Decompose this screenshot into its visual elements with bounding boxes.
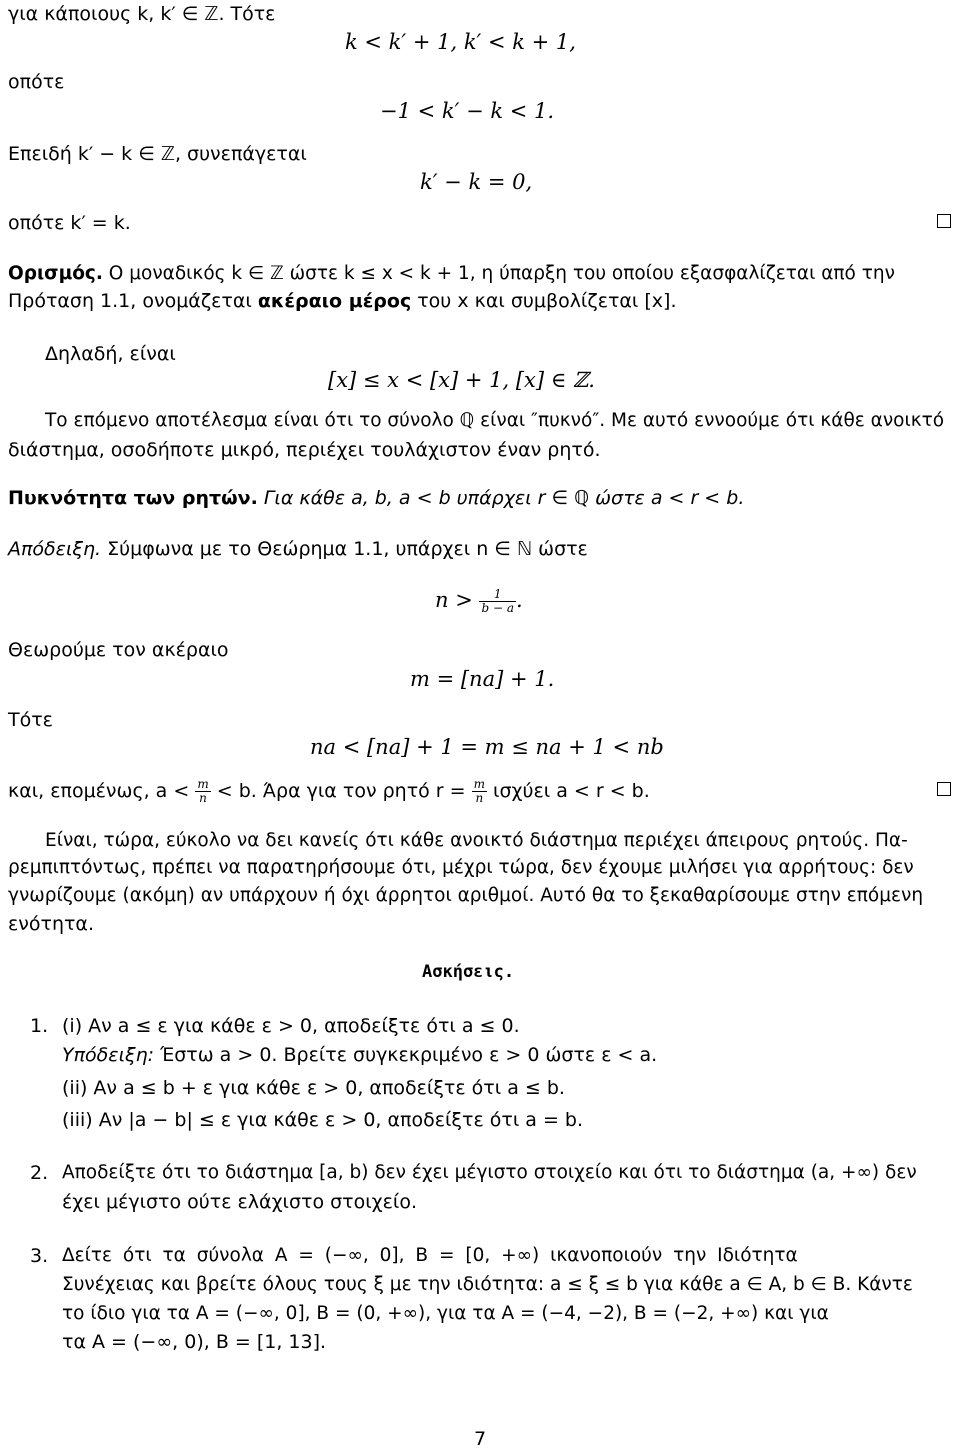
- text-line: ενότητα.: [8, 913, 94, 935]
- text-line: γνωρίζουμε (ακόμη) αν υπάρχουν ή όχι άρρητοι αριθμοί. Αυτό θα το ξεκαθαρίσουμε στην επόμενη: [8, 885, 924, 906]
- text: Πρόταση 1.1, ονομάζεται: [8, 290, 258, 312]
- exercise-hint: [62, 1043, 657, 1067]
- proof: [8, 537, 588, 561]
- exercise-line: (iii) Αν |a − b| ≤ ε για κάθε ε > 0, αποδείξτε ότι a = b.: [62, 1109, 584, 1131]
- denominator: n: [199, 791, 207, 805]
- exercise-line: Αποδείξτε ότι το διάστημα [a, b) δεν έχει μέγιστο στοιχείο και ότι το διάστημα (a, +∞) δεν: [62, 1162, 917, 1183]
- text-line: οπότε: [8, 71, 65, 93]
- exercise-number: 2.: [30, 1162, 49, 1184]
- text-line: [8, 778, 650, 805]
- text-line: οπότε k′ = k.: [8, 212, 131, 234]
- fraction: [479, 588, 516, 615]
- definition-text: Ο μοναδικός k ∈ ℤ ώστε k ≤ x < k + 1, η ύπαρξη του οποίου εξασφαλίζεται από την: [102, 263, 895, 284]
- numerator: 1: [479, 588, 516, 602]
- equation: k < k′ + 1, k′ < k + 1,: [345, 30, 576, 54]
- exercise-number: 3.: [30, 1245, 49, 1267]
- equation: k′ − k = 0,: [420, 170, 533, 194]
- term: ακέραιο μέρος: [257, 290, 412, 312]
- text: του x και συμβολίζεται [x].: [411, 290, 677, 312]
- equation: [435, 588, 523, 615]
- text-line: Θεωρούμε τον ακέραιο: [8, 639, 229, 661]
- eq-part: n >: [435, 588, 480, 612]
- hint-text: Έστω a > 0. Βρείτε συγκεκριμένο ε > 0 ώστε ε < a.: [154, 1044, 658, 1066]
- definition-line-2: [8, 289, 677, 313]
- text-line: διάστημα, οσοδήποτε μικρό, περιέχει τουλάχιστον έναν ρητό.: [8, 439, 601, 461]
- qed-box: [937, 782, 951, 796]
- exercise-line: τα A = (−∞, 0), B = [1, 13].: [62, 1331, 327, 1353]
- exercise-line: το ίδιο για τα A = (−∞, 0], B = (0, +∞), για τα A = (−4, −2), B = (−2, +∞) και για: [62, 1303, 829, 1324]
- numerator: m: [473, 777, 485, 791]
- hint-label: Υπόδειξη:: [62, 1044, 155, 1066]
- numerator: m: [197, 777, 209, 791]
- proof-text: Σύμφωνα με το Θεώρημα 1.1, υπάρχει n ∈ ℕ ώστε: [101, 538, 588, 560]
- text: ισχύει a < r < b.: [487, 780, 650, 802]
- denominator: n: [475, 791, 484, 805]
- section-heading: Ασκήσεις.: [422, 962, 515, 982]
- proof-label: Απόδειξη.: [8, 538, 102, 560]
- qed-box: [937, 214, 951, 228]
- eq-part: .: [516, 588, 523, 612]
- exercise-line: (ii) Αν a ≤ b + ε για κάθε ε > 0, αποδείξτε ότι a ≤ b.: [62, 1077, 565, 1099]
- exercise-line: Δείτε ότι τα σύνολα A = (−∞, 0], B = [0, +∞) ικανοποιούν την Ιδιότητα: [62, 1245, 798, 1266]
- text-line: Είναι, τώρα, εύκολο να δει κανείς ότι κάθε ανοικτό διάστημα περιέχει άπειρους ρητούς. Πα-: [45, 830, 908, 851]
- text-line: Επειδή k′ − k ∈ ℤ, συνεπάγεται: [8, 143, 307, 165]
- equation: na < [na] + 1 = m ≤ na + 1 < nb: [310, 735, 664, 759]
- text-line: Δηλαδή, είναι: [45, 343, 176, 365]
- equation: m = [na] + 1.: [410, 667, 555, 691]
- page-number: 7: [474, 1428, 487, 1450]
- text-line: Τότε: [8, 709, 53, 731]
- exercise-line: έχει μέγιστο ούτε ελάχιστο στοιχείο.: [62, 1191, 417, 1213]
- denominator: b − a: [481, 601, 515, 615]
- exercise-number: 1.: [30, 1015, 49, 1037]
- theorem: [8, 486, 744, 510]
- text: < b. Άρα για τον ρητό r =: [210, 780, 472, 802]
- equation: −1 < k′ − k < 1.: [380, 99, 555, 123]
- fraction: [472, 778, 487, 805]
- text-line: Το επόμενο αποτέλεσμα είναι ότι το σύνολο ℚ είναι ″πυκνό″. Με αυτό εννοούμε ότι κάθε ανοικτό: [45, 410, 945, 431]
- theorem-label: Πυκνότητα των ρητών.: [8, 487, 258, 509]
- text-line: ρεμπιπτόντως, πρέπει να παρατηρήσουμε ότι, μέχρι τώρα, δεν έχουμε μιλήσει για αρρήτους: δεν: [8, 857, 914, 878]
- definition-label: Ορισμός.: [8, 263, 103, 284]
- fraction: [195, 778, 210, 805]
- text: και, επομένως, a <: [8, 780, 196, 802]
- exercise-line: Συνέχειας και βρείτε όλους τους ξ με την ιδιότητα: a ≤ ξ ≤ b για κάθε a ∈ A, b ∈ B. Κάντε: [62, 1274, 913, 1295]
- text-line: για κάποιους k, k′ ∈ ℤ. Τότε: [8, 3, 276, 25]
- equation: [x] ≤ x < [x] + 1, [x] ∈ ℤ.: [328, 368, 595, 392]
- theorem-text: Για κάθε a, b, a < b υπάρχει r ∈ ℚ ώστε a < r < b.: [257, 487, 745, 509]
- exercise-line: (i) Αν a ≤ ε για κάθε ε > 0, αποδείξτε ότι a ≤ 0.: [62, 1015, 520, 1037]
- definition: [8, 262, 895, 286]
